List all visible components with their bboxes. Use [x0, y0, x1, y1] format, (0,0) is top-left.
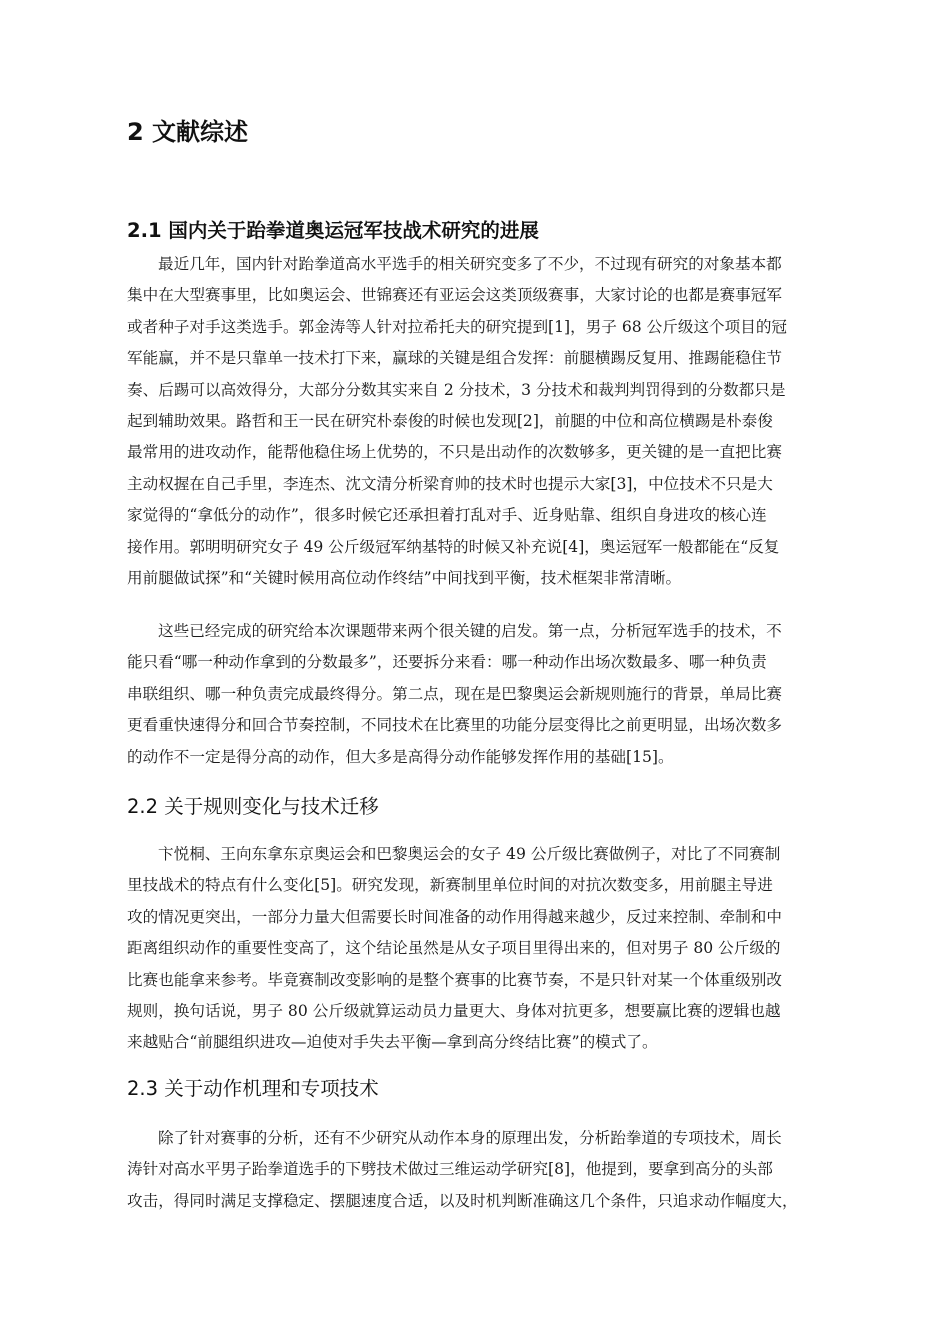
text-line: 攻击，得同时满足支撑稳定、摆腿速度合适，以及时机判断准确这几个条件，只追求动作幅度大， [127, 1191, 798, 1210]
text-line: 接作用。郭明明研究女子 49 公斤级冠军纳基特的时候又补充说[4]，奥运冠军一般都能在“反复 [127, 537, 780, 556]
text-line: 攻的情况更突出，一部分力量大但需要长时间准备的动作用得越来越少，反过来控制、牵制和中 [127, 907, 782, 926]
section-2-2-paragraph-1 [127, 839, 837, 1059]
section-title-2-3: 2.3 关于动作机理和专项技术 [127, 1077, 379, 1100]
text-line: 这些已经完成的研究给本次课题带来两个很关键的启发。第一点，分析冠军选手的技术，不 [158, 622, 782, 640]
text-line: 串联组织、哪一种负责完成最终得分。第二点，现在是巴黎奥运会新规则施行的背景，单局比赛 [127, 684, 782, 703]
text-line: 里技战术的特点有什么变化[5]。研究发现，新赛制里单位时间的对抗次数变多，用前腿主导进 [127, 876, 773, 895]
text-line: 集中在大型赛事里，比如奥运会、世锦赛还有亚运会这类顶级赛事，大家讨论的也都是赛事冠军 [127, 286, 782, 305]
text-line: 奏、后踢可以高效得分，大部分分数其实来自 2 分技术，3 分技术和裁判判罚得到的分数都只是 [127, 380, 786, 399]
text-line: 起到辅助效果。路哲和王一民在研究朴泰俊的时候也发现[2]，前腿的中位和高位横踢是朴泰俊 [127, 411, 773, 430]
chapter-title: 2 文献综述 [127, 118, 249, 146]
text-line: 规则，换句话说，男子 80 公斤级就算运动员力量更大、身体对抗更多，想要赢比赛的逻辑也越 [127, 1001, 781, 1020]
section-title-2-2: 2.2 关于规则变化与技术迁移 [127, 795, 379, 818]
text-line: 或者种子对手这类选手。郭金涛等人针对拉希托夫的研究提到[1]，男子 68 公斤级这个项目的冠 [127, 317, 788, 336]
section-title-2-1: 2.1 国内关于跆拳道奥运冠军技战术研究的进展 [127, 219, 539, 242]
text-line: 更看重快速得分和回合节奏控制，不同技术在比赛里的功能分层变得比之前更明显，出场次数多 [127, 716, 782, 735]
text-line: 涛针对高水平男子跆拳道选手的下劈技术做过三维运动学研究[8]，他提到，要拿到高分的头部 [127, 1160, 773, 1179]
text-line: 的动作不一定是得分高的动作，但大多是高得分动作能够发挥作用的基础[15]。 [127, 747, 674, 766]
text-line: 除了针对赛事的分析，还有不少研究从动作本身的原理出发，分析跆拳道的专项技术，周长 [158, 1129, 782, 1147]
section-2-3-paragraph-1 [127, 1123, 837, 1217]
text-line: 能只看“哪一种动作拿到的分数最多”，还要拆分来看：哪一种动作出场次数最多、哪一种负责 [127, 653, 767, 672]
text-line: 军能赢，并不是只靠单一技术打下来，赢球的关键是组合发挥：前腿横踢反复用、推踢能稳住节 [127, 349, 782, 368]
section-2-1-paragraph-2 [127, 616, 837, 773]
text-line: 距离组织动作的重要性变高了，这个结论虽然是从女子项目里得出来的，但对男子 80 公斤级的 [127, 939, 781, 958]
text-line: 主动权握在自己手里，李连杰、沈文清分析梁育帅的技术时也提示大家[3]，中位技术不只是大 [127, 474, 773, 493]
section-2-1-paragraph-1 [127, 249, 837, 594]
text-line: 家觉得的“拿低分的动作”，很多时候它还承担着打乱对手、近身贴靠、组织自身进攻的核心连 [127, 506, 767, 525]
text-line: 来越贴合“前腿组织进攻—迫使对手失去平衡—拿到高分终结比赛”的模式了。 [127, 1033, 658, 1052]
text-line: 最常用的进攻动作，能帮他稳住场上优势的，不只是出动作的次数够多，更关键的是一直把比赛 [127, 443, 782, 462]
text-line: 比赛也能拿来参考。毕竟赛制改变影响的是整个赛事的比赛节奏，不是只针对某一个体重级别改 [127, 970, 782, 989]
text-line: 最近几年，国内针对跆拳道高水平选手的相关研究变多了不少，不过现有研究的对象基本都 [158, 255, 782, 273]
text-line: 卞悦桐、王向东拿东京奥运会和巴黎奥运会的女子 49 公斤级比赛做例子，对比了不同赛制 [158, 845, 781, 863]
text-line: 用前腿做试探”和“关键时候用高位动作终结”中间找到平衡，技术框架非常清晰。 [127, 568, 682, 587]
